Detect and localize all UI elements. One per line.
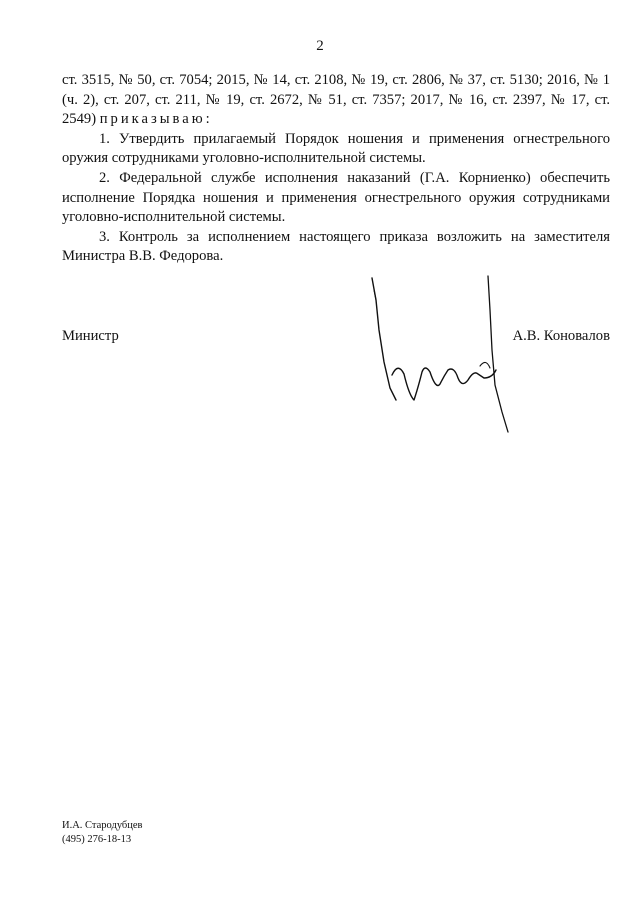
signer-name: А.В. Коновалов xyxy=(512,328,610,344)
handwritten-signature xyxy=(362,270,522,440)
executor-name: И.А. Стародубцев xyxy=(62,820,143,831)
document-body xyxy=(62,71,610,267)
order-item-3: 3. Контроль за исполнением настоящего приказа возложить на заместителя Министра В.В. Федорова. xyxy=(62,228,610,265)
legal-references-text: ст. 3515, № 50, ст. 7054; 2015, № 14, ст. 2108, № 19, ст. 2806, № 37, ст. 5130; 2016, № 1 (ч. 2), ст. 207, ст. 211, № 19, ст. 2672, № 51, ст. 7357; 2017, № 16, ст. 2397, № 17, ст. 2549) xyxy=(62,72,610,128)
order-item-1: 1. Утвердить прилагаемый Порядок ношения и применения огнестрельного оружия сотрудниками уголовно-исполнительной системы. xyxy=(62,130,610,167)
executor-phone: (495) 276-18-13 xyxy=(62,833,132,845)
paragraph-legal-references xyxy=(62,71,610,130)
order-item-2: 2. Федеральной службе исполнения наказаний (Г.А. Корниенко) обеспечить исполнение Порядка ношения и применения огнестрельного оружия сотрудниками уголовно-исполнительной системы. xyxy=(62,169,610,226)
page-number: 2 xyxy=(316,38,324,54)
order-word: приказываю: xyxy=(99,111,213,128)
executor-info xyxy=(62,819,143,846)
signer-position: Министр xyxy=(62,328,119,344)
